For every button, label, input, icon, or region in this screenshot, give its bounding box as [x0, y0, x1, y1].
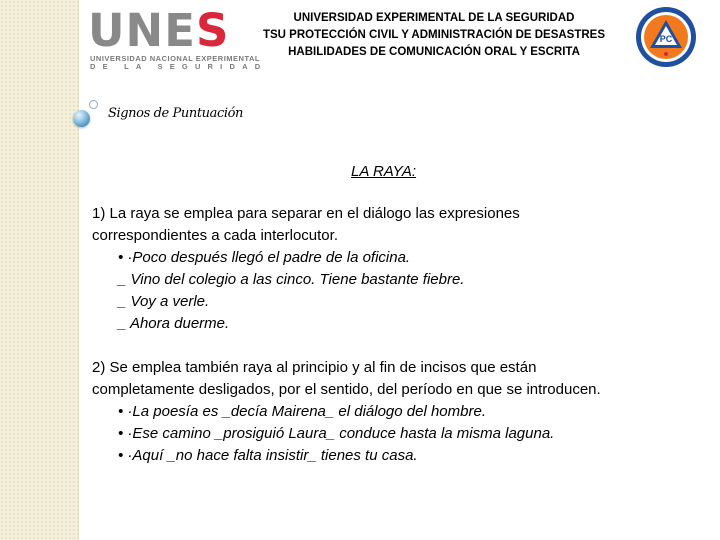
example-line: • ·Ese camino _prosiguió Laura_ conduce hasta la misma laguna.	[118, 425, 555, 442]
example-line: • ·Aquí _no hace falta insistir_ tienes tu casa.	[118, 447, 418, 464]
example-line: _ Voy a verle.	[118, 293, 210, 310]
decorative-left-strip	[0, 0, 78, 540]
logo-subtitle-line1: UNIVERSIDAD NACIONAL EXPERIMENTAL	[90, 54, 260, 63]
civil-protection-seal-icon	[631, 6, 701, 68]
paragraph-1-line-2: correspondientes a cada interlocutor.	[92, 227, 338, 244]
logo-subtitle-line2: DE LA SEGURIDAD	[90, 62, 268, 71]
header-line-3: HABILIDADES DE COMUNICACIÓN ORAL Y ESCRITA	[288, 46, 580, 58]
paragraph-2-line-1: 2) Se emplea también raya al principio y al fin de incisos que están	[92, 359, 537, 376]
paragraph-2-line-2: completamente desligados, por el sentido, del período en que se introducen.	[92, 381, 601, 398]
small-circle-bullet-icon	[89, 100, 98, 109]
slide-title: Signos de Puntuación	[108, 106, 244, 121]
logo-wordmark: UNES	[88, 4, 230, 57]
example-line: _ Ahora duerme.	[118, 315, 230, 332]
seal-text: PC	[659, 34, 673, 44]
document-header	[250, 10, 618, 61]
header-line-2: TSU PROTECCIÓN CIVIL Y ADMINISTRACIÓN DE DESASTRES	[262, 29, 606, 41]
paragraph-1-line-1: 1) La raya se emplea para separar en el diálogo las expresiones	[92, 205, 520, 222]
body-content	[92, 203, 712, 467]
strip-divider	[78, 0, 79, 540]
blue-orb-bullet-icon	[73, 110, 90, 127]
header-line-1: UNIVERSIDAD EXPERIMENTAL DE LA SEGURIDAD	[293, 12, 575, 24]
example-line: • ·Poco después llegó el padre de la oficina.	[118, 249, 411, 266]
unes-logo	[88, 4, 268, 71]
section-title: LA RAYA:	[351, 163, 417, 180]
example-line: _ Vino del colegio a las cinco. Tiene bastante fiebre.	[118, 271, 465, 288]
example-line: • ·La poesía es _decía Mairena_ el diálogo del hombre.	[118, 403, 486, 420]
